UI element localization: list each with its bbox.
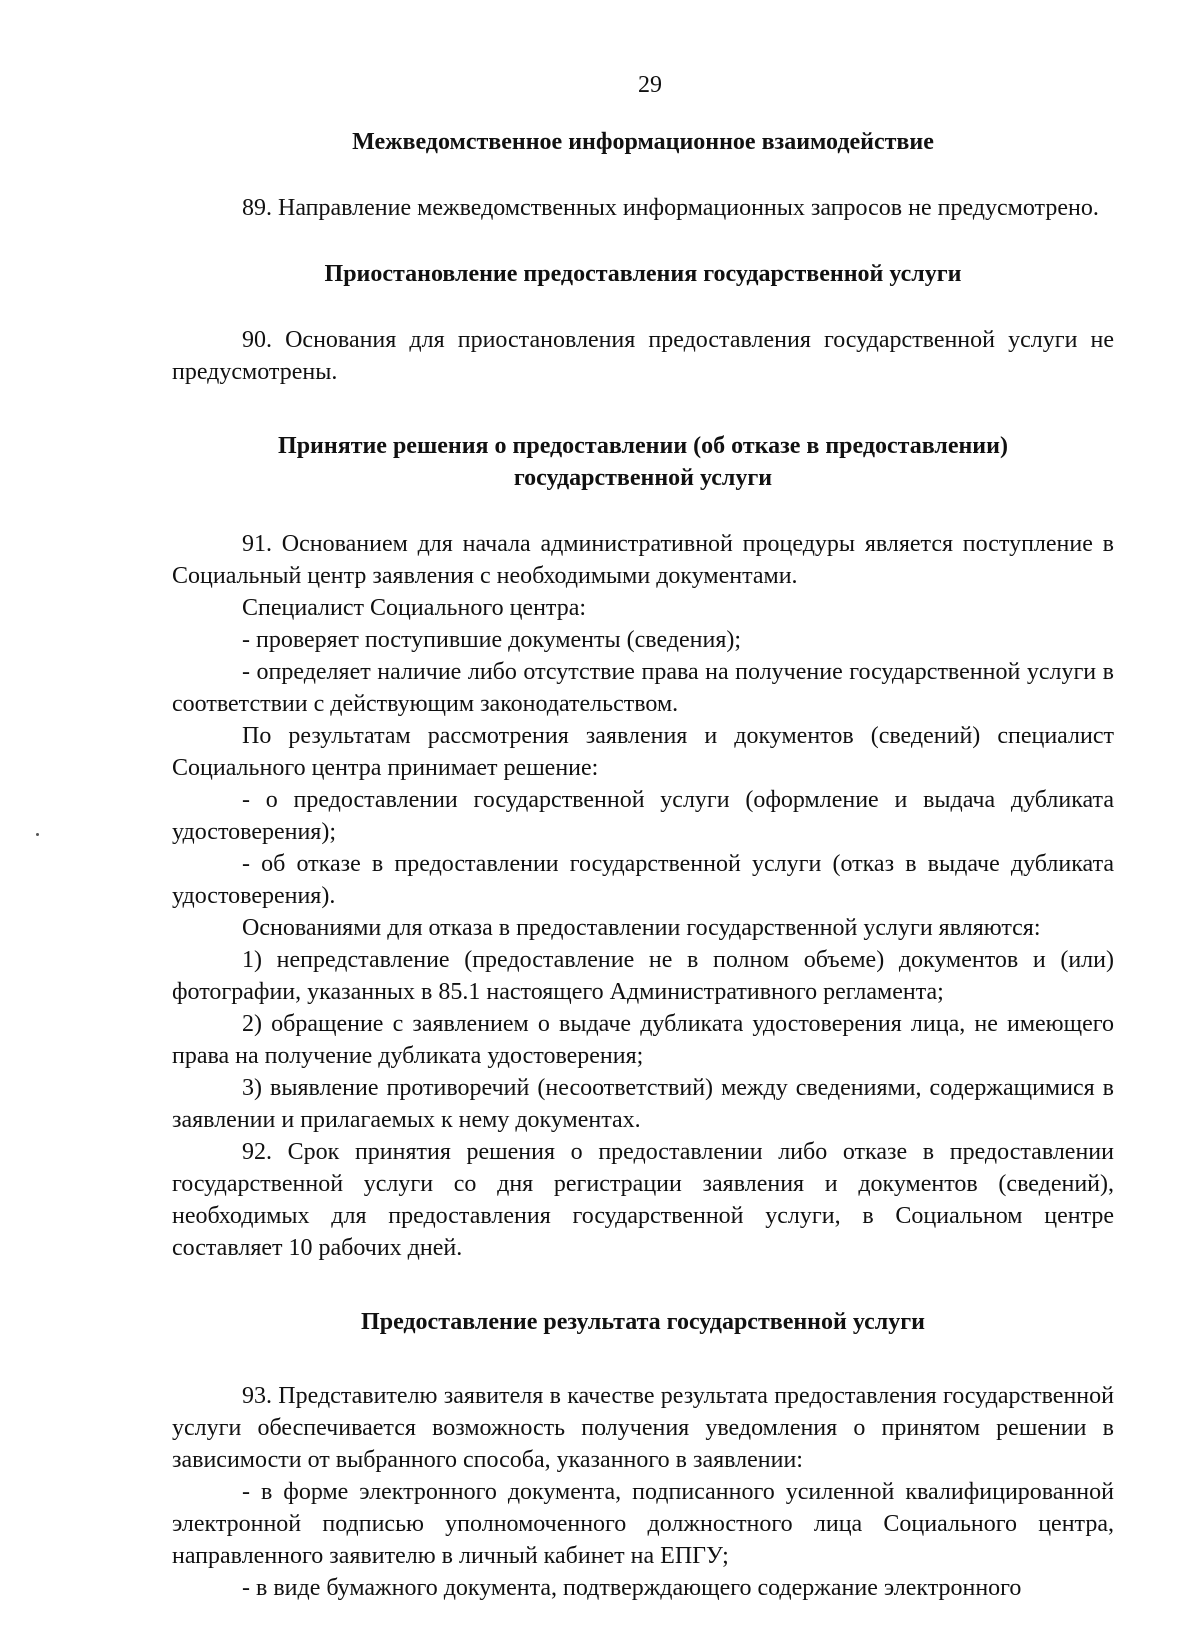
document-body bbox=[172, 126, 1114, 1604]
list-item: - о предоставлении государственной услуги (оформление и выдача дубликата удостоверения); bbox=[172, 787, 1114, 845]
section-heading-line: государственной услуги bbox=[513, 465, 773, 491]
paragraph: 90. Основания для приостановления предоставления государственной услуги не предусмотрены. bbox=[172, 327, 1114, 385]
section-heading: Приостановление предоставления государственной услуги bbox=[324, 261, 962, 287]
scan-speck bbox=[36, 833, 39, 836]
paragraph: 91. Основанием для начала административной процедуры является поступление в Социальный центр заявления с необходимыми документами. bbox=[172, 531, 1114, 589]
section-heading: Межведомственное информационное взаимодействие bbox=[352, 129, 934, 155]
list-item: - в форме электронного документа, подписанного усиленной квалифицированной электронной подписью уполномоченного должностного лица Социального центра, направленного заявителю в личный кабинет на ЕПГУ; bbox=[172, 1479, 1114, 1569]
list-item: 2) обращение с заявлением о выдаче дубликата удостоверения лица, не имеющего права на получение дубликата удостоверения; bbox=[172, 1011, 1114, 1069]
paragraph: Основаниями для отказа в предоставлении государственной услуги являются: bbox=[242, 915, 1041, 941]
list-item: - об отказе в предоставлении государственной услуги (отказ в выдаче дубликата удостоверения). bbox=[172, 851, 1114, 909]
section-heading: Предоставление результата государственной услуги bbox=[361, 1309, 925, 1335]
page-number: 29 bbox=[638, 72, 662, 98]
paragraph: По результатам рассмотрения заявления и документов (сведений) специалист Социального центра принимает решение: bbox=[172, 723, 1114, 781]
paragraph: Специалист Социального центра: bbox=[242, 595, 587, 621]
paragraph: 89. Направление межведомственных информационных запросов не предусмотрено. bbox=[242, 195, 1099, 221]
list-item: 1) непредставление (предоставление не в полном объеме) документов и (или) фотографии, указанных в 85.1 настоящего Административного регламента; bbox=[172, 947, 1114, 1005]
list-item: - в виде бумажного документа, подтверждающего содержание электронного bbox=[242, 1575, 1022, 1601]
list-item: - определяет наличие либо отсутствие права на получение государственной услуги в соответствии с действующим законодательством. bbox=[172, 659, 1114, 717]
paragraph: 93. Представителю заявителя в качестве результата предоставления государственной услуги обеспечивается возможность получения уведомления о принятом решении в зависимости от выбранного способа, указанного в заявлении: bbox=[172, 1383, 1114, 1473]
paragraph: 92. Срок принятия решения о предоставлении либо отказе в предоставлении государственной услуги со дня регистрации заявления и документов (сведений), необходимых для предоставления государственной услуги, в Социальном центре составляет 10 рабочих дней. bbox=[172, 1139, 1114, 1261]
section-heading-line: Принятие решения о предоставлении (об отказе в предоставлении) bbox=[278, 433, 1008, 459]
list-item: 3) выявление противоречий (несоответствий) между сведениями, содержащимися в заявлении и прилагаемых к нему документах. bbox=[172, 1075, 1114, 1133]
list-item: - проверяет поступившие документы (сведения); bbox=[242, 627, 742, 653]
